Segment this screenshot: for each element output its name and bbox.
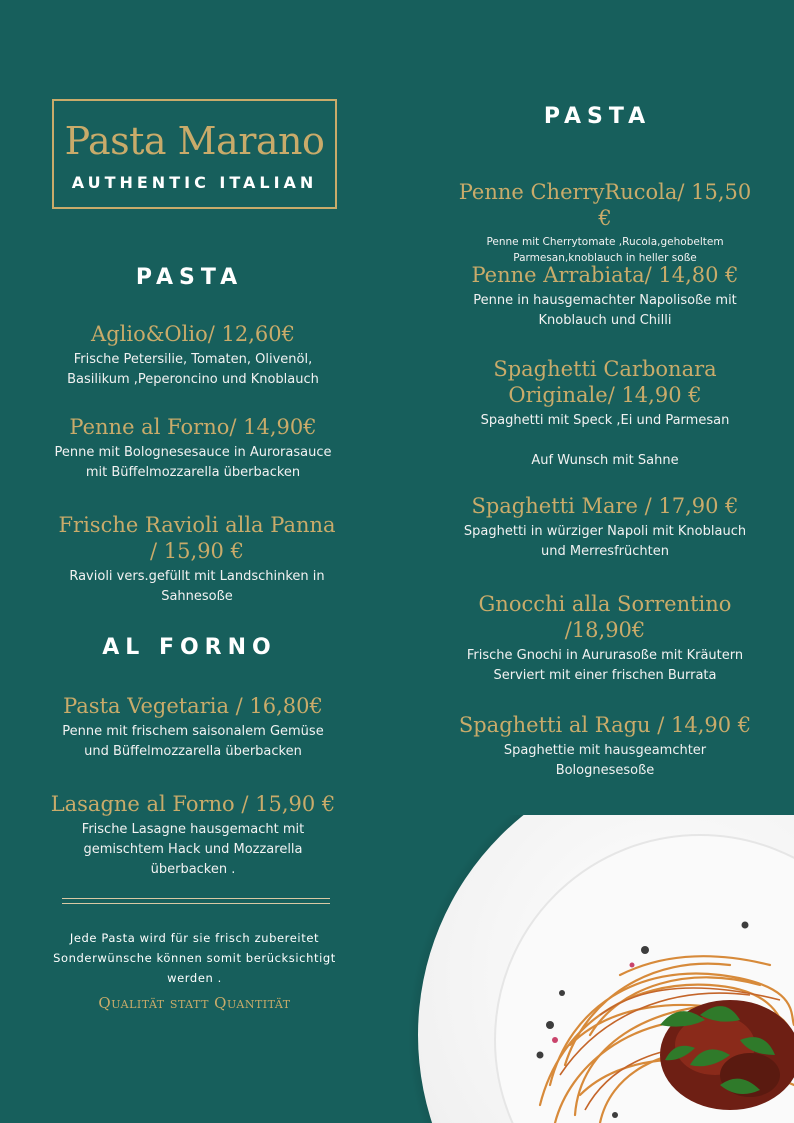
menu-item [48, 693, 338, 762]
menu-item-name: Gnocchi alla Sorrentino /18,90€ [478, 592, 732, 642]
menu-item-description: Ravioli vers.gefüllt mit Landschinken in Sahnesoße [69, 569, 325, 604]
menu-item-note: Auf Wunsch mit Sahne [531, 453, 679, 468]
menu-item-description: Spaghetti in würziger Napoli mit Knoblauch und Merresfrüchten [463, 524, 747, 559]
logo-box [52, 99, 337, 209]
menu-item [455, 356, 755, 471]
menu-item-name: Spaghetti Mare / 17,90 € [471, 494, 739, 518]
menu-item-name: Spaghetti Carbonara Originale/ 14,90 € [493, 357, 717, 407]
menu-item [48, 791, 338, 880]
menu-item-name: Spaghetti al Ragu / 14,90 € [458, 713, 752, 737]
menu-item [455, 179, 755, 266]
menu-item-name: Aglio&Olio/ 12,60€ [91, 322, 295, 346]
menu-item-description: Spaghettie mit hausgeamchter Bolognesesoße [503, 743, 707, 778]
pasta-plate-image [400, 815, 794, 1123]
menu-item-description: Frische Gnochi in Aururasoße mit Kräutern Serviert mit einer frischen Burrata [466, 648, 744, 683]
slogan: Qualität statt Quantität [98, 994, 291, 1012]
footer-note: Jede Pasta wird für sie frisch zubereitet Sonderwünsche können somit berücksichtigt werden . [53, 931, 336, 985]
menu-item-description: Spaghetti mit Speck ,Ei und Parmesan [480, 413, 730, 428]
menu-item [455, 591, 755, 686]
menu-item [455, 262, 755, 331]
menu-item-name: Frische Ravioli alla Panna / 15,90 € [58, 513, 336, 563]
menu-item [455, 493, 755, 562]
menu-item-description: Frische Lasagne hausgemacht mit gemischtem Hack und Mozzarella überbacken . [81, 822, 305, 877]
menu-item [455, 712, 755, 781]
menu-item [48, 414, 338, 483]
left-pasta-title: PASTA [135, 265, 244, 290]
menu-item-name: Penne al Forno/ 14,90€ [69, 415, 317, 439]
brand-tagline: AUTHENTIC ITALIAN [71, 173, 318, 192]
menu-item-description: Frische Petersilie, Tomaten, Olivenöl, Basilikum ,Peperoncino und Knoblauch [67, 352, 319, 387]
menu-item-description: Penne mit Bolognesesauce in Aurorasauce mit Büffelmozzarella überbacken [54, 445, 332, 480]
brand-name: Pasta Marano [64, 119, 325, 163]
menu-item [48, 321, 338, 390]
menu-item-name: Lasagne al Forno / 15,90 € [50, 792, 336, 816]
menu-item-name: Penne CherryRucola/ 15,50 € [458, 180, 752, 230]
right-pasta-title: PASTA [543, 104, 652, 129]
menu-item-description: Penne in hausgemachter Napolisoße mit Knoblauch und Chilli [473, 293, 737, 328]
menu-item [52, 512, 342, 607]
menu-item-description: Penne mit Cherrytomate ,Rucola,gehobeltem Parmesan,knoblauch in heller soße [486, 236, 724, 264]
menu-item-name: Penne Arrabiata/ 14,80 € [471, 263, 739, 287]
menu-item-name: Pasta Vegetaria / 16,80€ [63, 694, 323, 718]
divider [62, 898, 330, 904]
menu-item-description: Penne mit frischem saisonalem Gemüse und Büffelmozzarella überbacken [62, 724, 324, 759]
al-forno-title: AL FORNO [102, 635, 277, 660]
